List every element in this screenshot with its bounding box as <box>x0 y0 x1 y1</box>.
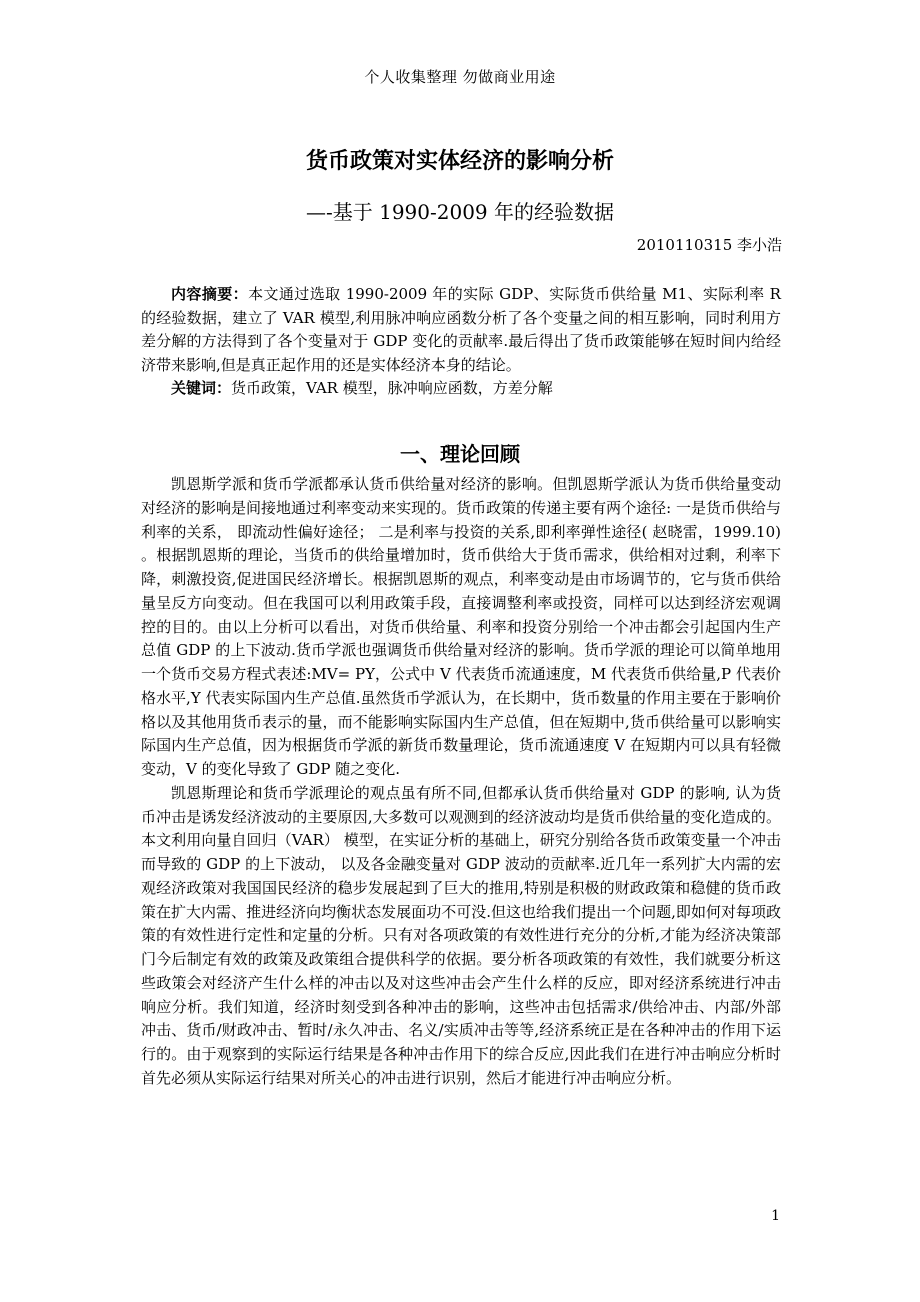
abstract <box>141 283 781 377</box>
section-heading: 一、理论回顾 <box>400 442 520 466</box>
page-header: 个人收集整理 勿做商业用途 <box>364 68 556 86</box>
page-number: 1 <box>771 1208 780 1224</box>
document-title: 货币政策对实体经济的影响分析 <box>305 149 614 174</box>
body-text <box>141 473 781 1091</box>
keywords-text: 货币政策，VAR 模型，脉冲响应函数，方差分解 <box>231 379 553 397</box>
author-line: 2010110315 李小浩 <box>636 236 782 254</box>
paragraph: 凯恩斯学派和货币学派都承认货币供给量对经济的影响。但凯恩斯学派认为货币供给量变动对经济的影响是间接地通过利率变动来实现的。货币政策的传递主要有两个途径: 一是货币供给与利率的关系， 即流动性偏好途径； 二是利率与投资的关系,即利率弹性途径( 赵晓雷，1999.10) 。根据凯恩斯的理论，当货币的供给量增加时，货币供给大于货币需求，供给相对过剩，利率下降，刺激投资,促进国民经济增长。根据凯恩斯的观点，利率变动是由市场调节的，它与货币供给量呈反方向变动。但在我国可以利用政策手段，直接调整利率或投资，同样可以达到经济宏观调控的目的。由以上分析可以看出，对货币供给量、利率和投资分别给一个冲击都会引起国内生产总值 GDP 的上下波动.货币学派也强调货币供给量对经济的影响。货币学派的理论可以简单地用一个货币交易方程式表述:MV= PY，公式中 V 代表货币流通速度，M 代表货币供给量,P 代表价格水平,Y 代表实际国内生产总值.虽然货币学派认为，在长期中，货币数量的作用主要在于影响价格以及其他用货币表示的量，而不能影响实际国内生产总值，但在短期中,货币供给量可以影响实际国内生产总值，因为根据货币学派的新货币数量理论，货币流通速度 V 在短期内可以具有轻微变动，V 的变化导致了 GDP 随之变化. <box>141 475 781 778</box>
keywords <box>141 377 781 401</box>
abstract-label: 内容摘要： <box>171 285 249 303</box>
abstract-text: 本文通过选取 1990-2009 年的实际 GDP、实际货币供给量 M1、实际利率 R 的经验数据，建立了 VAR 模型,利用脉冲响应函数分析了各个变量之间的相互影响，同时利用方差分解的方法得到了各个变量对于 GDP 变化的贡献率.最后得出了货币政策能够在短时间内给经济带来影响,但是真正起作用的还是实体经济本身的结论。 <box>141 285 781 374</box>
keywords-label: 关键词： <box>171 379 232 397</box>
paragraph: 凯恩斯理论和货币学派理论的观点虽有所不同,但都承认货币供给量对 GDP 的影响, 认为货币冲击是诱发经济波动的主要原因,大多数可以观测到的经济波动均是货币供给量的变化造成的。本文利用向量自回归（VAR） 模型，在实证分析的基础上，研究分别给各货币政策变量一个冲击而导致的 GDP 的上下波动， 以及各金融变量对 GDP 波动的贡献率.近几年一系列扩大内需的宏观经济政策对我国国民经济的稳步发展起到了巨大的推用,特别是积极的财政政策和稳健的货币政策在扩大内需、推进经济向均衡状态发展面功不可没.但这也给我们提出一个问题,即如何对每项政策的有效性进行定性和定量的分析。只有对各项政策的有效性进行充分的分析,才能为经济决策部门今后制定有效的政策及政策组合提供科学的依据。要分析各项政策的有效性，我们就要分析这些政策会对经济产生什么样的冲击以及对这些冲击会产生什么样的反应，即对经济系统进行冲击响应分析。我们知道，经济时刻受到各种冲击的影响，这些冲击包括需求/供给冲击、内部/外部冲击、货币/财政冲击、暂时/永久冲击、名义/实质冲击等等,经济系统正是在各种冲击的作用下运行的。由于观察到的实际运行结果是各种冲击作用下的综合反应,因此我们在进行冲击响应分析时首先必须从实际运行结果对所关心的冲击进行识别，然后才能进行冲击响应分析。 <box>141 783 781 1087</box>
document-subtitle: —-基于 1990-2009 年的经验数据 <box>305 200 615 224</box>
